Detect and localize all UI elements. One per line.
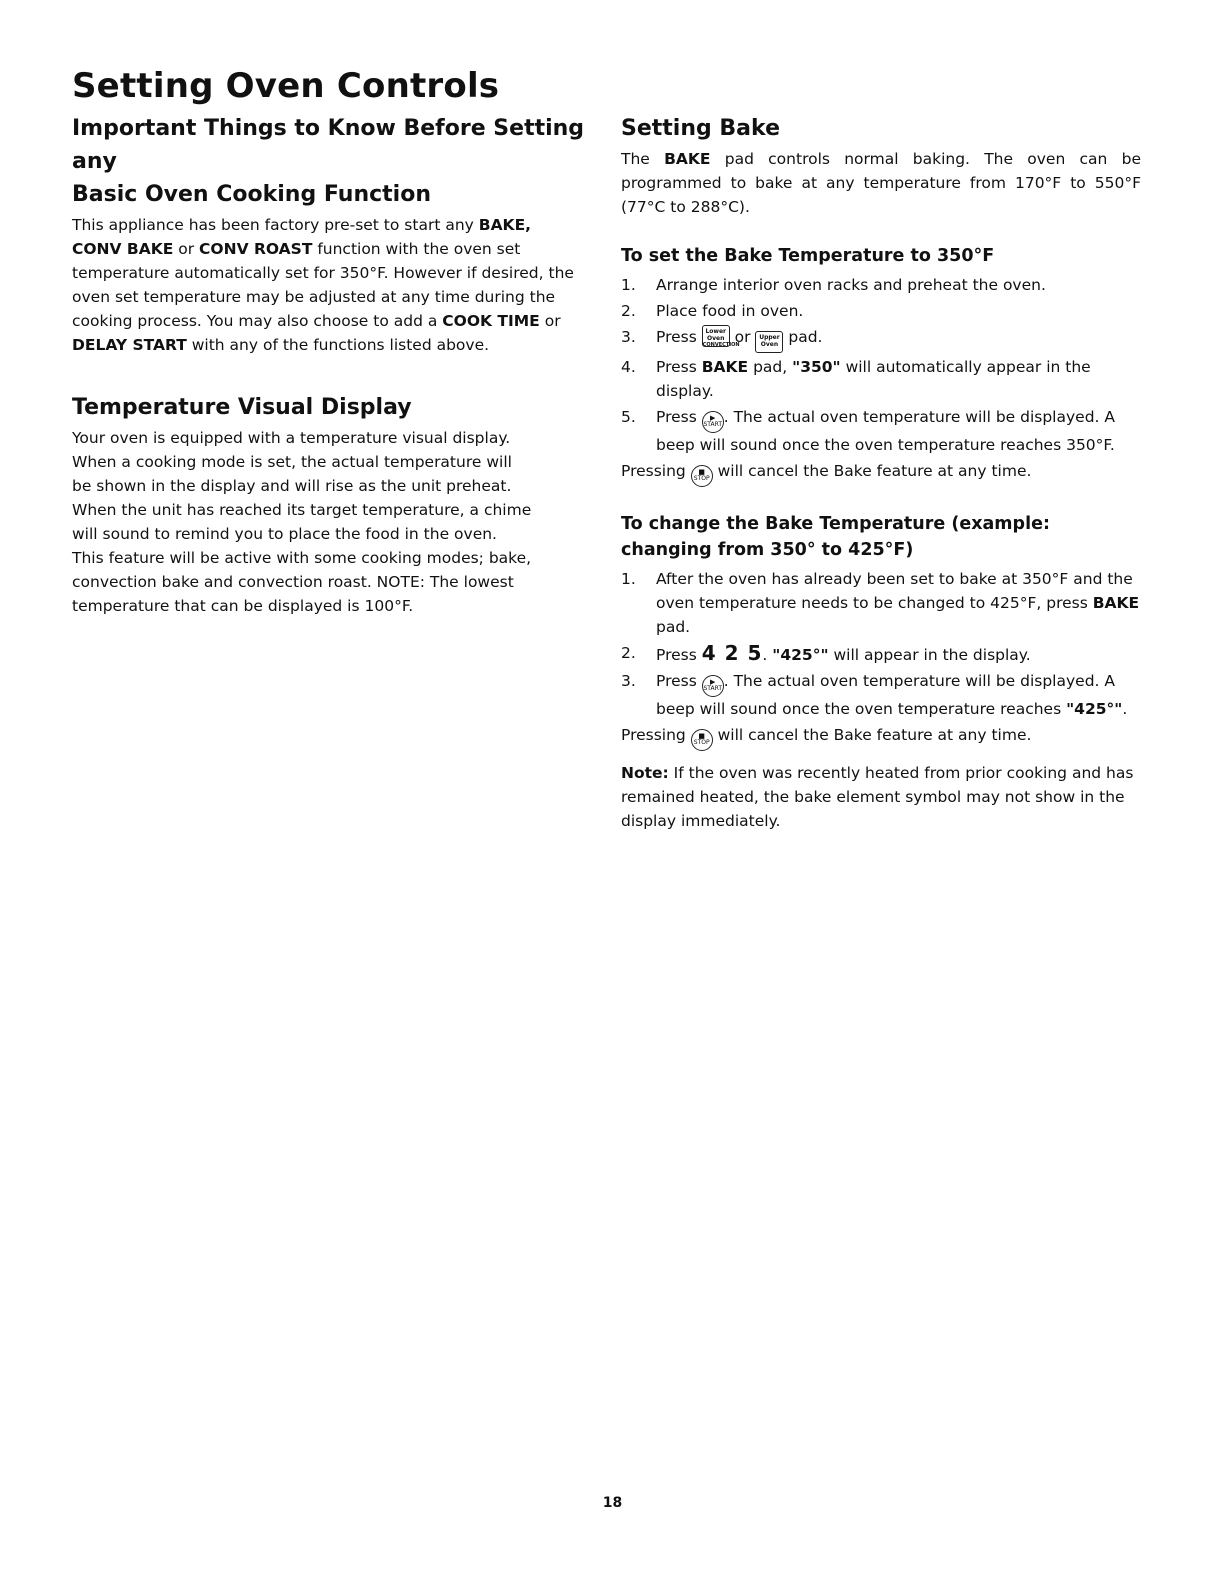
icon-glyph: ■ <box>698 732 706 740</box>
change-temp-section <box>621 511 1141 751</box>
step-text: Arrange interior oven racks and preheat the oven. <box>656 276 1046 294</box>
conv-bake-term: CONV BAKE <box>72 240 174 258</box>
text: The <box>621 150 665 168</box>
start-pad-icon <box>702 411 724 433</box>
text: Press <box>656 672 702 690</box>
text: with any of the functions listed above. <box>186 336 490 354</box>
visual-line: This feature will be active with some cooking modes; bake, <box>72 549 532 567</box>
list-item <box>621 669 1141 721</box>
text: will cancel the Bake feature at any time. <box>712 726 1032 744</box>
text: pad controls normal baking. The oven can be programmed to bake at any temperature from 170°F to 550°F (77°C to 288°C). <box>621 150 1141 216</box>
icon-glyph: ▶ <box>710 678 716 686</box>
visual-display-heading: Temperature Visual Display <box>72 395 412 420</box>
setting-bake-heading: Setting Bake <box>621 116 780 141</box>
icon-glyph: ■ <box>698 468 706 476</box>
list-item <box>621 273 1141 297</box>
icon-label: START <box>703 685 722 692</box>
bake-term: BAKE, <box>478 216 532 234</box>
important-heading-line1: Important Things to Know Before Setting any <box>72 116 585 174</box>
text: will automatically appear in the display. <box>656 358 1091 400</box>
visual-line: Your oven is equipped with a temperature visual display. <box>72 429 511 447</box>
set-temp-cancel-note <box>621 459 1141 487</box>
set-temp-heading: To set the Bake Temperature to 350°F <box>621 246 995 266</box>
step-text <box>656 567 1141 639</box>
page-number: 18 <box>602 1495 623 1511</box>
stop-pad-icon <box>691 465 713 487</box>
step-text <box>656 355 1141 403</box>
step-number: 2. <box>621 302 636 320</box>
text: Press <box>656 328 702 346</box>
temp-value: "350" <box>792 358 841 376</box>
icon-label: STOP <box>693 739 710 746</box>
step-text <box>656 325 1141 353</box>
icon-label: STOP <box>693 475 710 482</box>
text: or <box>539 312 561 330</box>
conv-roast-term: CONV ROAST <box>199 240 313 258</box>
visual-line: temperature that can be displayed is 100°F. <box>72 597 414 615</box>
text: Press <box>656 646 702 664</box>
delay-start-term: DELAY START <box>72 336 187 354</box>
visual-line: will sound to remind you to place the food in the oven. <box>72 525 497 543</box>
visual-line: When the unit has reached its target temperature, a chime <box>72 501 532 519</box>
icon-label: CONVECTION <box>702 342 740 348</box>
note-paragraph <box>621 761 1141 833</box>
step-number: 4. <box>621 358 636 376</box>
visual-display-section <box>72 391 592 618</box>
icon-label: START <box>703 421 722 428</box>
text: Press <box>656 408 702 426</box>
step-number: 1. <box>621 276 636 294</box>
visual-line: convection bake and convection roast. NOTE: The lowest <box>72 573 514 591</box>
text: will cancel the Bake feature at any time. <box>712 462 1032 480</box>
text: pad. <box>656 618 691 636</box>
change-temp-cancel-note <box>621 723 1141 751</box>
list-item <box>621 567 1141 639</box>
list-item <box>621 299 1141 323</box>
text: function with the oven set temperature automatically set for 350°F. However if desired, the oven set temperature may be adjusted at any time during the cooking process. You may also choose to add a <box>72 240 574 330</box>
step-text <box>656 405 1141 457</box>
icon-label: Upper <box>759 334 780 341</box>
change-temp-heading: To change the Bake Temperature (example: changing from 350° to 425°F) <box>621 514 1050 560</box>
text: will appear in the display. <box>828 646 1031 664</box>
temp-value: "425°" <box>1066 700 1123 718</box>
important-heading-line2: Basic Oven Cooking Function <box>72 182 431 207</box>
step-text <box>656 641 1141 667</box>
visual-line: be shown in the display and will rise as the unit preheat. <box>72 477 512 495</box>
step-number: 2. <box>621 644 636 662</box>
step-number: 5. <box>621 408 636 426</box>
visual-line: When a cooking mode is set, the actual temperature will <box>72 453 512 471</box>
list-item <box>621 405 1141 457</box>
icon-glyph: ▶ <box>710 414 716 422</box>
icon-label: Lower <box>705 328 726 335</box>
setting-bake-paragraph <box>621 147 1141 219</box>
bake-term: BAKE <box>1092 594 1140 612</box>
lower-oven-pad-icon <box>702 325 740 348</box>
icon-label: Oven <box>707 335 725 342</box>
text: . The actual oven temperature will be displayed. A beep will sound once the oven temperature reaches <box>656 672 1115 718</box>
text: . The actual oven temperature will be displayed. A beep will sound once the oven temperature reaches 350°F. <box>656 408 1115 454</box>
set-temp-steps <box>621 273 1141 457</box>
text: This appliance has been factory pre-set to start any <box>72 216 479 234</box>
important-paragraph <box>72 213 592 357</box>
setting-bake-section <box>621 112 1141 219</box>
step-number: 1. <box>621 570 636 588</box>
important-heading <box>72 112 592 211</box>
text: or <box>729 328 756 346</box>
bake-term: BAKE <box>664 150 711 168</box>
stop-pad-icon <box>691 729 713 751</box>
page-title: Setting Oven Controls <box>72 66 500 106</box>
text: pad, <box>748 358 793 376</box>
list-item <box>621 325 1141 353</box>
text: . <box>1122 700 1128 718</box>
icon-label: Oven <box>760 341 779 348</box>
keypad-digits: 4 2 5 <box>701 641 763 665</box>
text: pad. <box>783 328 823 346</box>
text: After the oven has already been set to bake at 350°F and the oven temperature needs to be changed to 425°F, press <box>656 570 1133 612</box>
bake-term: BAKE <box>701 358 749 376</box>
change-temp-steps <box>621 567 1141 721</box>
set-temp-section <box>621 243 1141 487</box>
step-text <box>656 669 1141 721</box>
text: . <box>762 646 773 664</box>
list-item <box>621 355 1141 403</box>
cook-time-term: COOK TIME <box>442 312 540 330</box>
visual-display-paragraph <box>72 426 592 618</box>
text: Pressing <box>621 726 691 744</box>
step-text: Place food in oven. <box>656 302 804 320</box>
temp-value: "425°" <box>772 646 829 664</box>
text: Pressing <box>621 462 691 480</box>
start-pad-icon <box>702 675 724 697</box>
left-column <box>72 112 592 618</box>
important-section <box>72 112 592 357</box>
step-number: 3. <box>621 672 636 690</box>
step-number: 3. <box>621 328 636 346</box>
upper-oven-pad-icon <box>755 331 783 353</box>
note-label: Note: <box>621 764 669 782</box>
text: If the oven was recently heated from prior cooking and has remained heated, the bake element symbol may not show in the display immediately. <box>621 764 1134 830</box>
text: or <box>173 240 200 258</box>
list-item <box>621 641 1141 667</box>
text: Press <box>656 358 702 376</box>
right-column <box>621 112 1141 833</box>
